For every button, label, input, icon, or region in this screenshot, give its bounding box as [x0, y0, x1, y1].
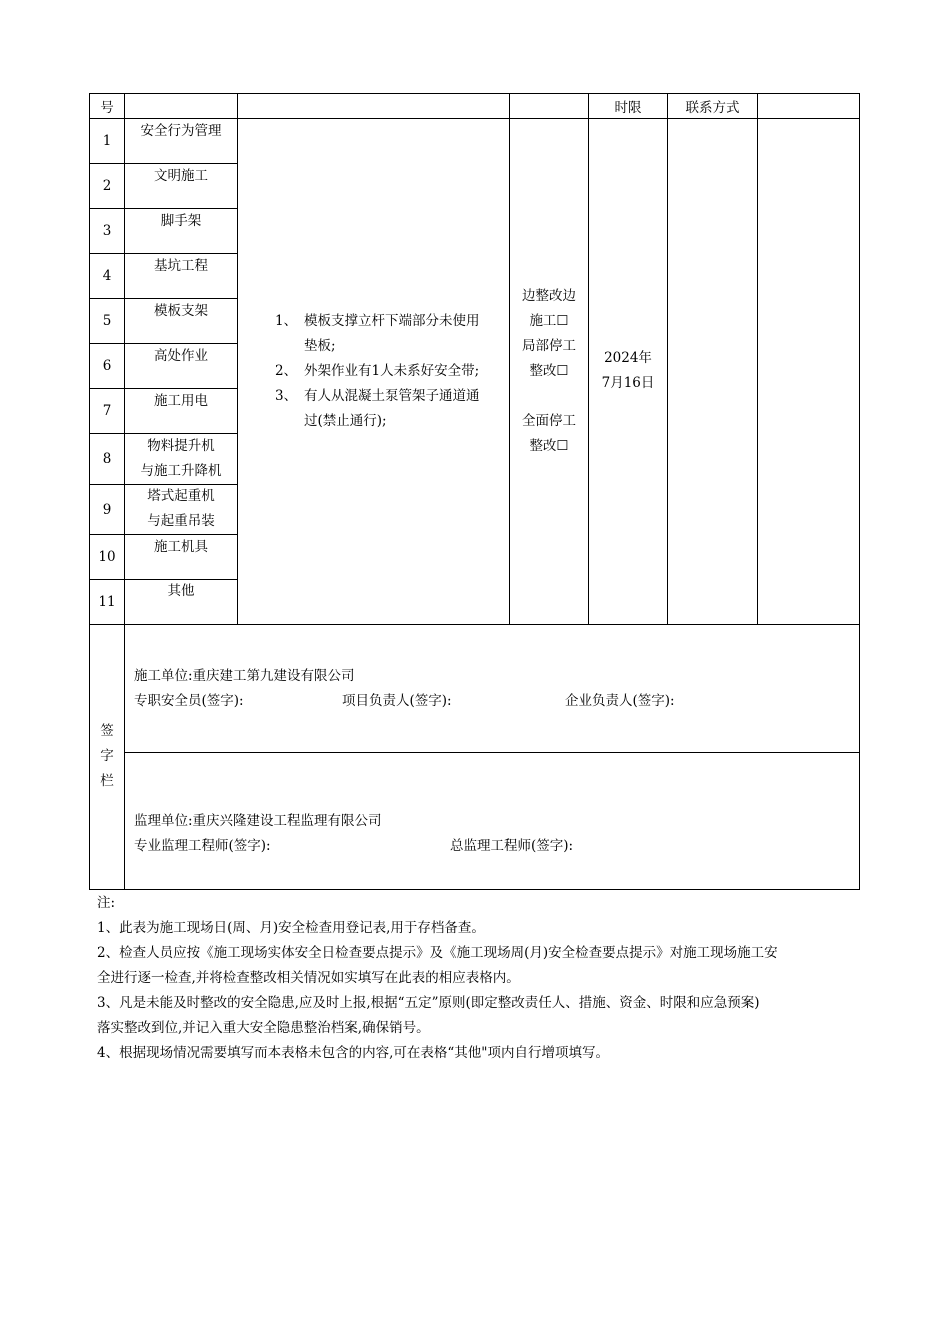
header-deadline: 时限 [614, 100, 642, 116]
row-number: 2 [102, 178, 112, 194]
supervisor-unit: 监理单位:重庆兴隆建设工程监理有限公司 [134, 813, 382, 829]
company-head-signature[interactable]: 企业负责人(签字): [565, 693, 675, 709]
category-machinery: 施工机具 [154, 539, 208, 555]
category-tower-crane: 塔式起重机 与起重吊装 [147, 488, 215, 529]
signature-label-char: 栏 [100, 773, 114, 789]
category-formwork-support: 模板支架 [154, 303, 208, 319]
note-item: 2、检查人员应按《施工现场实体安全日检查要点提示》及《施工现场周(月)安全检查要点提示》对施工现场施工安 [97, 945, 778, 961]
row-number: 5 [102, 313, 112, 329]
category-other: 其他 [167, 583, 195, 599]
issue-text: 外架作业有1人未系好安全带; [304, 363, 480, 379]
row-number: 11 [98, 594, 116, 610]
row-number: 3 [102, 223, 112, 239]
option-full-stop: 全面停工 [522, 413, 576, 429]
option-full-stop-checkbox[interactable]: 整改☐ [529, 438, 569, 454]
note-item: 1、此表为施工现场日(周、月)安全检查用登记表,用于存档备查。 [97, 920, 485, 936]
issue-number: 1、 [275, 313, 298, 329]
category-civilized-construction: 文明施工 [154, 168, 208, 184]
issue-text: 垫板; [304, 338, 336, 354]
note-item: 落实整改到位,并记入重大安全隐患整治档案,确保销号。 [97, 1020, 430, 1036]
option-rectify-while-working: 边整改边 [522, 288, 576, 304]
supervising-engineer-signature[interactable]: 专业监理工程师(签字): [134, 838, 271, 854]
row-number: 7 [102, 403, 112, 419]
row-number: 6 [102, 358, 112, 374]
row-number: 4 [102, 268, 112, 284]
issue-text: 有人从混凝土泵管架子通道通 [304, 388, 480, 404]
category-hoist-elevator: 物料提升机 与施工升降机 [140, 438, 222, 479]
category-foundation-pit: 基坑工程 [154, 258, 208, 274]
row-number: 9 [102, 501, 112, 518]
signature-label-char: 字 [100, 748, 114, 764]
row-number: 10 [98, 549, 116, 565]
safety-officer-signature[interactable]: 专职安全员(签字): [134, 693, 244, 709]
header-contact: 联系方式 [685, 100, 740, 116]
note-item: 3、凡是未能及时整改的安全隐患,应及时上报,根据“五定”原则(即定整改责任人、措施、资金、时限和应急预案) [97, 995, 760, 1011]
issue-number: 2、 [275, 363, 298, 379]
issue-text: 模板支撑立杆下端部分未使用 [304, 313, 480, 329]
deadline-year: 2024年 [604, 350, 652, 366]
row-number: 1 [102, 133, 112, 149]
option-rectify-while-working-checkbox[interactable]: 施工☐ [529, 313, 569, 329]
project-manager-signature[interactable]: 项目负责人(签字): [342, 693, 452, 709]
issue-number: 3、 [275, 388, 298, 404]
note-item: 4、根据现场情况需要填写而本表格未包含的内容,可在表格“其他"项内自行增项填写。 [97, 1045, 609, 1061]
notes-title: 注: [97, 895, 116, 911]
deadline-date: 7月16日 [601, 375, 655, 391]
row-number: 8 [102, 451, 112, 467]
signature-label-char: 签 [100, 723, 114, 739]
category-work-at-height: 高处作业 [154, 348, 208, 364]
category-scaffolding: 脚手架 [160, 213, 202, 229]
category-safety-behavior: 安全行为管理 [140, 123, 222, 139]
category-electricity: 施工用电 [154, 393, 208, 409]
option-partial-stop-checkbox[interactable]: 整改☐ [529, 363, 569, 379]
chief-engineer-signature[interactable]: 总监理工程师(签字): [450, 838, 574, 854]
issue-text: 过(禁止通行); [304, 413, 387, 429]
contractor-unit: 施工单位:重庆建工第九建设有限公司 [134, 668, 355, 684]
header-no: 号 [100, 100, 114, 116]
note-item: 全进行逐一检查,并将检查整改相关情况如实填写在此表的相应表格内。 [97, 970, 520, 986]
option-partial-stop: 局部停工 [522, 338, 576, 354]
